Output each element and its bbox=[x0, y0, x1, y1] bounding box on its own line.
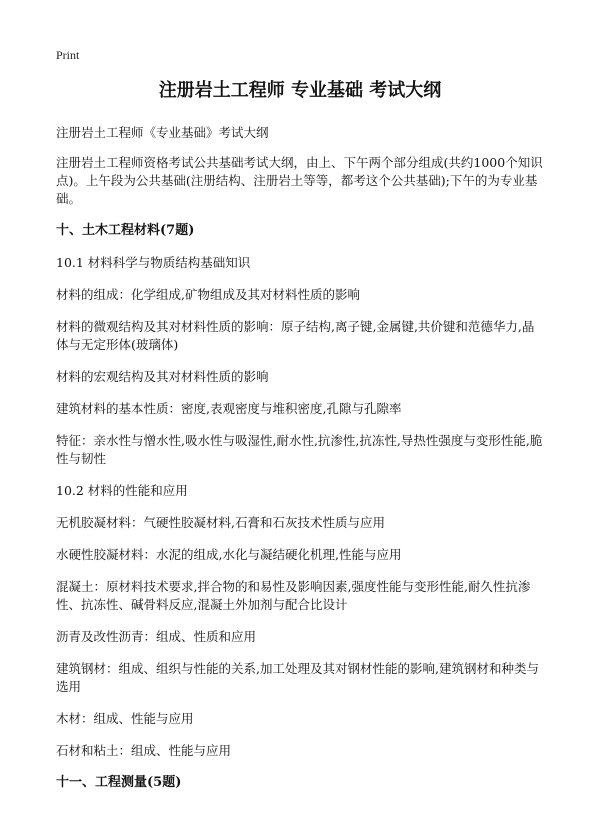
paragraph-asphalt: 沥青及改性沥青：组成、性质和应用 bbox=[56, 629, 257, 644]
paragraph-steel: 建筑钢材：组成、组织与性能的关系,加工处理及其对钢材性能的影响,建筑钢材和种类与选用 bbox=[56, 661, 539, 694]
paragraph-macrostructure: 材料的宏观结构及其对材料性质的影响 bbox=[56, 369, 269, 384]
paragraph-characteristics: 特征：亲水性与憎水性,吸水性与吸湿性,耐水性,抗渗性,抗冻性,导热性强度与变形性能,脆性与韧性 bbox=[56, 433, 543, 466]
print-label: Print bbox=[56, 48, 80, 62]
paragraph-timber: 木材：组成、性能与应用 bbox=[56, 711, 194, 726]
paragraph-microstructure: 材料的微观结构及其对材料性质的影响：原子结构,离子键,金属键,共价键和范德华力,晶体与无定形体(玻璃体) bbox=[56, 319, 535, 352]
section-heading-10: 十、土木工程材料(7题) bbox=[56, 223, 195, 238]
intro-paragraph: 注册岩土工程师资格考试公共基础考试大纲，由上、下午两个部分组成(共约1000个知识点)。上午段为公共基础(注册结构、注册岩土等等，都考这个公共基础);下午的为专业基础。 bbox=[56, 155, 543, 206]
paragraph-inorganic-binders: 无机胶凝材料：气硬性胶凝材料,石膏和石灰技术性质与应用 bbox=[56, 515, 385, 530]
subsection-heading-10-1: 10.1 材料科学与物质结构基础知识 bbox=[56, 255, 251, 270]
paragraph-basic-properties: 建筑材料的基本性质：密度,表观密度与堆积密度,孔隙与孔隙率 bbox=[56, 401, 402, 416]
paragraph-concrete: 混凝土：原材料技术要求,拌合物的和易性及影响因素,强度性能与变形性能,耐久性抗渗性、抗冻性、碱骨料反应,混凝土外加剂与配合比设计 bbox=[56, 579, 531, 612]
paragraph-stone-clay: 石材和粘土：组成、性能与应用 bbox=[56, 743, 232, 758]
paragraph-hydraulic-binders: 水硬性胶凝材料：水泥的组成,水化与凝结硬化机理,性能与应用 bbox=[56, 547, 402, 562]
paragraph-composition: 材料的组成：化学组成,矿物组成及其对材料性质的影响 bbox=[56, 287, 360, 302]
section-heading-11: 十一、工程测量(5题) bbox=[56, 775, 182, 790]
subsection-heading-10-2: 10.2 材料的性能和应用 bbox=[56, 483, 188, 498]
page-title: 注册岩土工程师 专业基础 考试大纲 bbox=[158, 80, 442, 101]
document-subtitle: 注册岩土工程师《专业基础》考试大纲 bbox=[56, 125, 269, 140]
